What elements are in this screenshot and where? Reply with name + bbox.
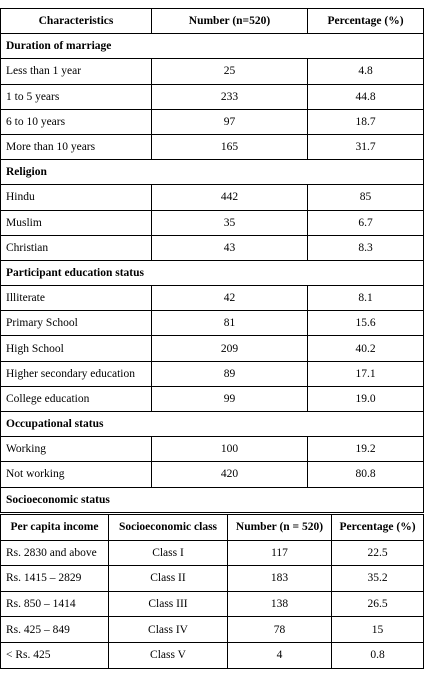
ses-number: 78: [228, 617, 332, 643]
row-number: 420: [152, 462, 308, 487]
table-row: [1, 59, 424, 84]
table-row: [1, 462, 424, 487]
ses-class: Class II: [109, 566, 228, 592]
table-header-row: [1, 9, 424, 34]
ses-percentage: 26.5: [332, 591, 424, 617]
row-percentage: 15.6: [308, 311, 424, 336]
row-label: Working: [1, 437, 152, 462]
row-number: 42: [152, 286, 308, 311]
ses-class: Class III: [109, 591, 228, 617]
row-percentage: 17.1: [308, 361, 424, 386]
row-label: Illiterate: [1, 286, 152, 311]
section-header-row: [1, 260, 424, 285]
ses-number: 117: [228, 540, 332, 566]
ses-income: Rs. 1415 – 2829: [1, 566, 109, 592]
row-percentage: 6.7: [308, 210, 424, 235]
row-label: Higher secondary education: [1, 361, 152, 386]
section-title: Duration of marriage: [1, 34, 424, 59]
table-row: [1, 386, 424, 411]
section-title: Socioeconomic status: [1, 487, 424, 512]
header-percentage: Percentage (%): [308, 9, 424, 34]
ses-header-percentage: Percentage (%): [332, 515, 424, 541]
ses-percentage: 22.5: [332, 540, 424, 566]
section-header-row: [1, 412, 424, 437]
ses-header-income: Per capita income: [1, 515, 109, 541]
row-label: Christian: [1, 235, 152, 260]
ses-income: < Rs. 425: [1, 642, 109, 668]
ses-class: Class I: [109, 540, 228, 566]
ses-income: Rs. 2830 and above: [1, 540, 109, 566]
ses-header-number: Number (n = 520): [228, 515, 332, 541]
ses-table-row: [1, 540, 424, 566]
section-title: Occupational status: [1, 412, 424, 437]
characteristics-table-body: [1, 9, 424, 513]
ses-number: 183: [228, 566, 332, 592]
row-percentage: 19.0: [308, 386, 424, 411]
ses-table-row: [1, 591, 424, 617]
ses-number: 138: [228, 591, 332, 617]
table-row: [1, 109, 424, 134]
section-header-row: [1, 160, 424, 185]
header-number: Number (n=520): [152, 9, 308, 34]
row-percentage: 85: [308, 185, 424, 210]
ses-income: Rs. 425 – 849: [1, 617, 109, 643]
characteristics-table: [0, 8, 424, 513]
table-row: [1, 210, 424, 235]
ses-percentage: 35.2: [332, 566, 424, 592]
socioeconomic-table-body: [1, 515, 424, 669]
row-number: 25: [152, 59, 308, 84]
row-label: 1 to 5 years: [1, 84, 152, 109]
row-number: 99: [152, 386, 308, 411]
ses-class: Class IV: [109, 617, 228, 643]
row-label: Primary School: [1, 311, 152, 336]
ses-header-row: [1, 515, 424, 541]
table-row: [1, 84, 424, 109]
row-number: 81: [152, 311, 308, 336]
row-percentage: 19.2: [308, 437, 424, 462]
row-label: Not working: [1, 462, 152, 487]
ses-table-row: [1, 617, 424, 643]
row-label: Hindu: [1, 185, 152, 210]
ses-income: Rs. 850 – 1414: [1, 591, 109, 617]
row-number: 165: [152, 134, 308, 159]
row-number: 100: [152, 437, 308, 462]
section-header-row: [1, 487, 424, 512]
row-number: 233: [152, 84, 308, 109]
row-percentage: 8.1: [308, 286, 424, 311]
socioeconomic-table: [0, 514, 424, 669]
row-percentage: 31.7: [308, 134, 424, 159]
table-row: [1, 134, 424, 159]
row-label: 6 to 10 years: [1, 109, 152, 134]
row-number: 97: [152, 109, 308, 134]
table-row: [1, 311, 424, 336]
table-row: [1, 235, 424, 260]
row-percentage: 80.8: [308, 462, 424, 487]
section-title: Religion: [1, 160, 424, 185]
table-row: [1, 286, 424, 311]
ses-table-row: [1, 642, 424, 668]
row-percentage: 18.7: [308, 109, 424, 134]
ses-table-row: [1, 566, 424, 592]
row-label: Muslim: [1, 210, 152, 235]
row-number: 35: [152, 210, 308, 235]
ses-class: Class V: [109, 642, 228, 668]
ses-header-class: Socioeconomic class: [109, 515, 228, 541]
row-percentage: 44.8: [308, 84, 424, 109]
row-label: More than 10 years: [1, 134, 152, 159]
section-title: Participant education status: [1, 260, 424, 285]
row-percentage: 4.8: [308, 59, 424, 84]
row-label: High School: [1, 336, 152, 361]
table-row: [1, 437, 424, 462]
section-header-row: [1, 34, 424, 59]
ses-percentage: 15: [332, 617, 424, 643]
ses-number: 4: [228, 642, 332, 668]
table-row: [1, 185, 424, 210]
table-row: [1, 361, 424, 386]
row-number: 209: [152, 336, 308, 361]
row-percentage: 8.3: [308, 235, 424, 260]
row-number: 43: [152, 235, 308, 260]
row-label: Less than 1 year: [1, 59, 152, 84]
row-label: College education: [1, 386, 152, 411]
ses-percentage: 0.8: [332, 642, 424, 668]
row-number: 89: [152, 361, 308, 386]
row-percentage: 40.2: [308, 336, 424, 361]
row-number: 442: [152, 185, 308, 210]
header-characteristics: Characteristics: [1, 9, 152, 34]
table-row: [1, 336, 424, 361]
